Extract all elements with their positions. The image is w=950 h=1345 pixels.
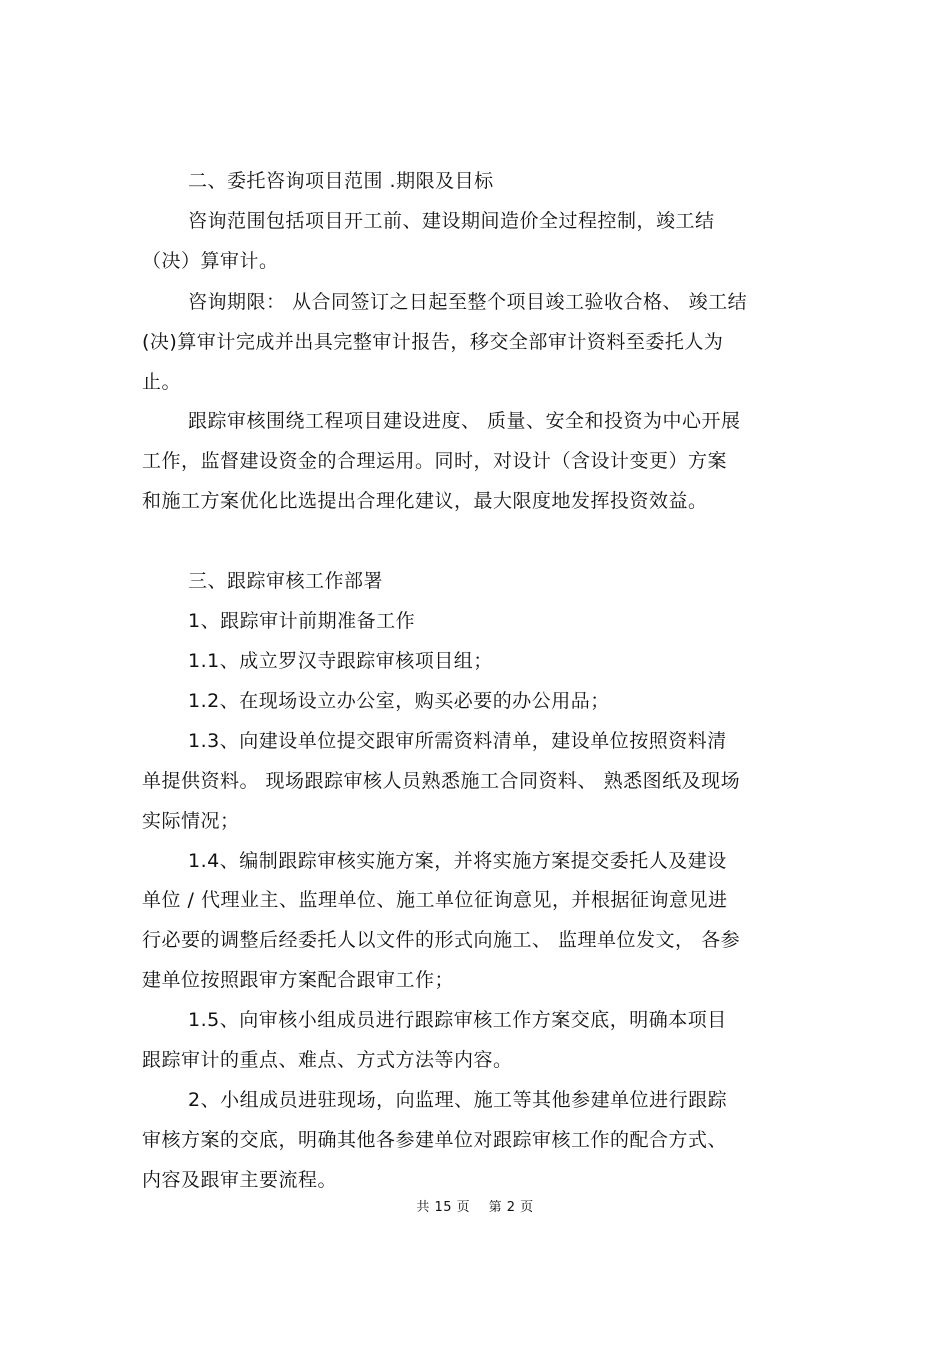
list-item: 1、跟踪审计前期准备工作 bbox=[188, 610, 416, 632]
list-item: 1.5、向审核小组成员进行跟踪审核工作方案交底，明确本项目 bbox=[188, 1009, 727, 1031]
list-item: 1.1、成立罗汉寺跟踪审核项目组； bbox=[188, 650, 493, 672]
list-item: 1.3、向建设单位提交跟审所需资料清单，建设单位按照资料清 bbox=[188, 730, 727, 752]
paragraph-line: 内容及跟审主要流程。 bbox=[142, 1169, 338, 1191]
paragraph-line: 和施工方案优化比选提出合理化建议，最大限度地发挥投资效益。 bbox=[142, 490, 708, 512]
list-item: 1.2、在现场设立办公室，购买必要的办公用品； bbox=[188, 690, 610, 712]
paragraph-line: 审核方案的交底，明确其他各参建单位对跟踪审核工作的配合方式、 bbox=[142, 1129, 728, 1151]
paragraph-line: （决）算审计。 bbox=[142, 250, 279, 272]
paragraph-line: 单提供资料。 现场跟踪审核人员熟悉施工合同资料、 熟悉图纸及现场 bbox=[142, 770, 741, 792]
paragraph-line: (决)算审计完成并出具完整审计报告，移交全部审计资料至委托人为 bbox=[142, 331, 724, 353]
list-item: 1.4、编制跟踪审核实施方案，并将实施方案提交委托人及建设 bbox=[188, 850, 727, 872]
paragraph-line: 咨询期限： 从合同签订之日起至整个项目竣工验收合格、 竣工结 bbox=[188, 291, 748, 313]
paragraph-line: 咨询范围包括项目开工前、建设期间造价全过程控制，竣工结 bbox=[188, 210, 715, 232]
page-footer: 共 15 页 第 2 页 bbox=[416, 1200, 534, 1215]
paragraph-line: 跟踪审核围绕工程项目建设进度、 质量、安全和投资为中心开展 bbox=[188, 410, 741, 432]
paragraph-line: 跟踪审计的重点、难点、方式方法等内容。 bbox=[142, 1049, 513, 1071]
section-2-heading: 二、委托咨询项目范围 .期限及目标 bbox=[188, 170, 494, 192]
paragraph-line: 行必要的调整后经委托人以文件的形式向施工、 监理单位发文， 各参 bbox=[142, 929, 741, 951]
section-3-heading: 三、跟踪审核工作部署 bbox=[188, 570, 384, 592]
list-item: 2、小组成员进驻现场，向监理、施工等其他参建单位进行跟踪 bbox=[188, 1089, 728, 1111]
paragraph-line: 止。 bbox=[142, 371, 182, 393]
paragraph-line: 单位 / 代理业主、监理单位、施工单位征询意见，并根据征询意见进 bbox=[142, 889, 728, 911]
paragraph-line: 实际情况； bbox=[142, 810, 240, 832]
paragraph-line: 建单位按照跟审方案配合跟审工作； bbox=[142, 969, 455, 991]
paragraph-line: 工作，监督建设资金的合理运用。同时，对设计（含设计变更）方案 bbox=[142, 450, 728, 472]
